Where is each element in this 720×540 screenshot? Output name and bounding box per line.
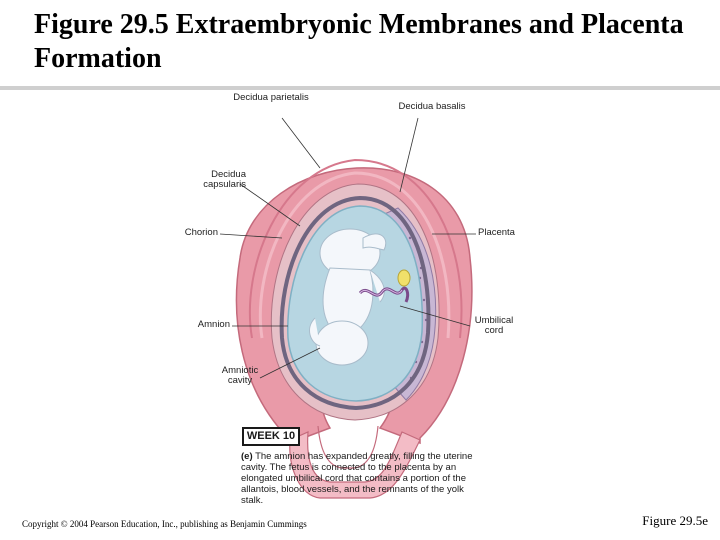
label-amniotic-cavity: Amniotic cavity xyxy=(221,365,259,386)
label-chorion: Chorion xyxy=(184,227,218,238)
figure-caption xyxy=(241,451,484,506)
label-umbilical-cord: Umbilical cord xyxy=(474,315,514,336)
label-decidua-capsularis: Decidua capsularis xyxy=(203,169,246,190)
week-badge: WEEK 10 xyxy=(242,427,300,446)
label-decidua-basalis: Decidua basalis xyxy=(398,101,466,112)
yolk-sac xyxy=(398,270,410,286)
slide-title: Figure 29.5 Extraembryonic Membranes and Placenta Formation xyxy=(34,9,684,74)
copyright-notice: Copyright © 2004 Pearson Education, Inc., publishing as Benjamin Cummings xyxy=(22,519,307,529)
label-amnion: Amnion xyxy=(197,319,230,330)
label-decidua-parietalis: Decidua parietalis xyxy=(233,92,309,103)
label-placenta: Placenta xyxy=(478,227,515,238)
caption-letter: (e) xyxy=(241,451,253,462)
figure-reference: Figure 29.5e xyxy=(642,513,708,528)
uterus-illustration xyxy=(170,88,540,508)
caption-text: The amnion has expanded greatly, filling the uterine cavity. The fetus is connected to the placenta by an elongated umbilical cord that contains a portion of the allantois, blood vessels, and the remnants of the yolk stalk. xyxy=(241,451,473,506)
